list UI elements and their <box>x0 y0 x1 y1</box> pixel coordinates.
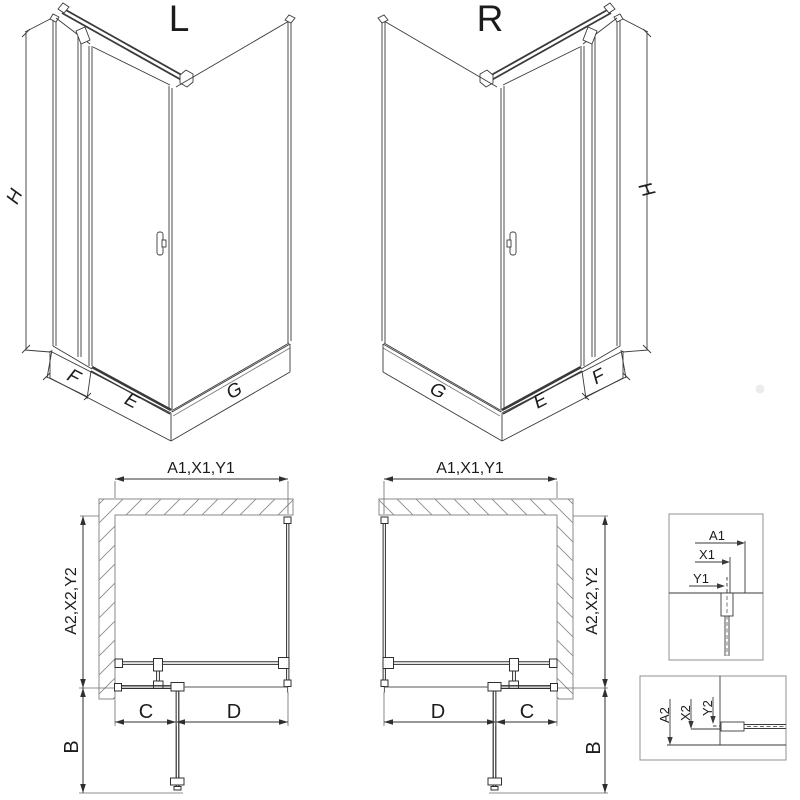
version-tag-right: R <box>476 0 504 39</box>
version-tag-left: L <box>168 0 190 39</box>
door-dim-label-left: E <box>121 388 142 414</box>
plan-right-depth-dim: A2,X2,Y2 <box>584 567 601 635</box>
plan-left-depth-dim: A2,X2,Y2 <box>63 567 80 635</box>
detail-box-width <box>669 514 763 660</box>
plan-right-swing-dim: B <box>583 741 605 755</box>
plan-left-width-dim: A1,X1,Y1 <box>167 460 235 477</box>
detail-x2-label: X2 <box>678 705 693 721</box>
height-dim-label-left: H <box>2 186 28 208</box>
plan-left-fixed-dim: C <box>138 701 154 723</box>
height-dim-label-right: H <box>633 179 659 201</box>
iso-view-right <box>378 0 659 441</box>
watermark-dot <box>756 385 765 394</box>
detail-y1-label: Y1 <box>693 571 709 586</box>
plan-left-swing-dim: B <box>61 740 83 754</box>
detail-box-depth <box>640 676 786 760</box>
door-dim-label-right: E <box>530 388 551 414</box>
plan-right-door-dim: D <box>430 701 446 723</box>
iso-left-geometry <box>22 3 295 441</box>
plan-right-fixed-dim: C <box>519 701 535 723</box>
iso-view-left <box>3 0 295 441</box>
plan-left-dimensions <box>79 516 183 793</box>
detail-y2-label: Y2 <box>700 700 715 716</box>
plan-right-width-dim: A1,X1,Y1 <box>436 460 504 477</box>
plan-left-door-dim: D <box>226 701 242 723</box>
iso-right-geometry <box>378 3 651 441</box>
detail-a1-label: A1 <box>709 528 725 543</box>
panel-dim-label-left: F <box>63 365 84 390</box>
panel-dim-label-right: F <box>588 365 609 390</box>
detail-x1-label: X1 <box>699 547 715 562</box>
side-dim-label-right: G <box>426 378 450 404</box>
detail-a2-label: A2 <box>657 707 672 723</box>
side-dim-label-left: G <box>222 378 246 404</box>
